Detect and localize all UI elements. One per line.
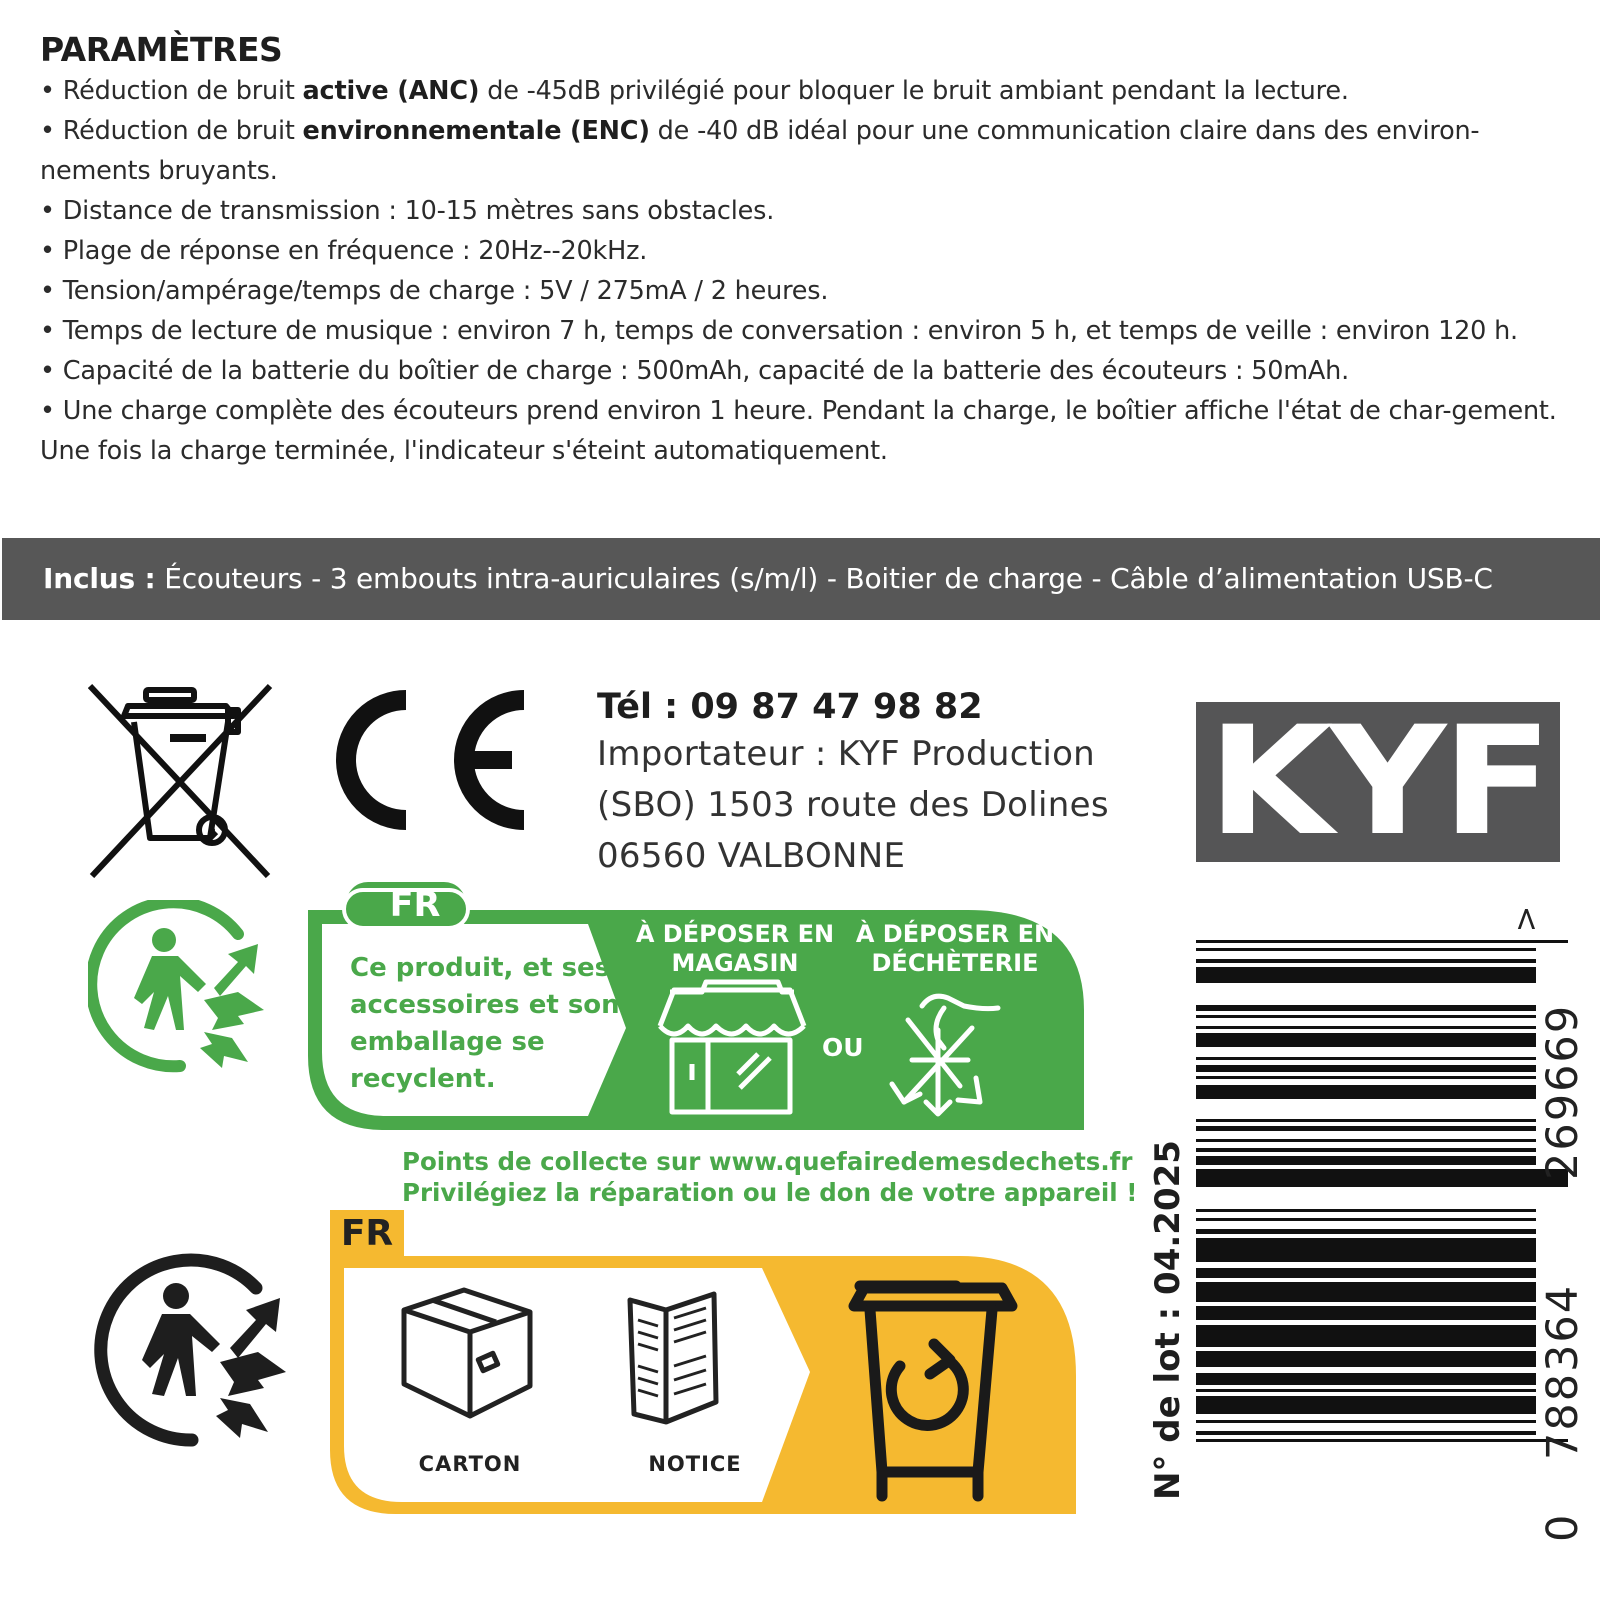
barcode-bar — [1196, 1282, 1536, 1302]
green-option-store: À DÉPOSER EN MAGASIN — [635, 920, 835, 977]
lot-number: N° de lot : 04.2025 — [1148, 1140, 1188, 1500]
barcode-bar — [1196, 1005, 1536, 1011]
barcode-bar — [1196, 940, 1568, 943]
yellow-item-notice: NOTICE — [648, 1452, 742, 1476]
barcode-bar — [1196, 1169, 1568, 1187]
param-item: • Plage de réponse en fréquence : 20Hz--20kHz. — [40, 231, 1570, 271]
param-item: • Réduction de bruit active (ANC) de -45dB privilégié pour bloquer le bruit ambiant pendant la lecture. — [40, 71, 1570, 111]
barcode-digit-first: 0 — [1538, 1512, 1588, 1542]
parameters-title: PARAMÈTRES — [40, 30, 283, 69]
param-item: • Réduction de bruit environnementale (ENC) de -40 dB idéal pour une communication claire dans des environ-nements bruyants. — [40, 111, 1570, 191]
kyf-logo: KYF — [1196, 702, 1560, 862]
importer-info — [597, 685, 1109, 882]
barcode-bar — [1196, 1306, 1536, 1320]
ce-mark-icon — [334, 690, 532, 830]
barcode-bar — [1196, 1439, 1568, 1442]
barcode-bar — [1196, 1218, 1536, 1221]
barcode-bar — [1196, 1126, 1536, 1131]
triman-black-icon — [92, 1252, 302, 1452]
barcode-bar — [1196, 1156, 1536, 1165]
green-footer-line2: Privilégiez la réparation ou le don de votre appareil ! — [402, 1178, 1138, 1207]
included-label: Inclus : — [43, 562, 156, 595]
yellow-item-carton: CARTON — [418, 1452, 522, 1476]
barcode-bar — [1196, 1420, 1536, 1423]
green-footer-line1: Points de collecte sur www.quefairedemesdechets.fr — [402, 1147, 1133, 1176]
barcode-bar — [1196, 1026, 1536, 1029]
green-or: OU — [822, 1033, 864, 1062]
barcode-digits-group2: 788364 — [1538, 1283, 1588, 1460]
parameters-section — [40, 30, 1570, 471]
barcode-bar — [1196, 1396, 1536, 1414]
phone-number: Tél : 09 87 47 98 82 — [597, 687, 983, 727]
green-option-dechetterie: À DÉPOSER EN DÉCHÈTERIE — [855, 920, 1055, 977]
barcode-bar — [1196, 1351, 1536, 1367]
param-item: • Distance de transmission : 10-15 mètres sans obstacles. — [40, 191, 1570, 231]
barcode-bar — [1196, 1373, 1536, 1385]
barcode-bar — [1196, 1057, 1536, 1060]
barcode-bar — [1196, 1119, 1536, 1122]
barcode-bar — [1196, 1325, 1536, 1347]
barcode-digits-group3: 269669 — [1538, 1003, 1588, 1180]
importer-address: (SBO) 1503 route des Dolines — [597, 785, 1109, 825]
included-band — [2, 538, 1600, 620]
barcode-bar — [1196, 1389, 1536, 1392]
barcode-bar — [1196, 1148, 1536, 1152]
yellow-fr-badge: FR — [340, 1213, 394, 1254]
importer-city: 06560 VALBONNE — [597, 836, 906, 876]
barcode-bar — [1196, 948, 1536, 951]
barcode — [1196, 940, 1570, 1510]
barcode-bar — [1196, 1238, 1536, 1262]
barcode-bar — [1196, 1015, 1536, 1018]
barcode-bar — [1196, 1229, 1536, 1234]
barcode-bar — [1196, 1085, 1536, 1099]
barcode-bar — [1196, 1033, 1536, 1047]
crossed-bin-icon — [88, 682, 274, 878]
barcode-bar — [1196, 1209, 1536, 1212]
barcode-bar — [1196, 1268, 1536, 1278]
barcode-bar — [1196, 1065, 1536, 1072]
triman-green-icon — [88, 900, 278, 1080]
param-item: • Temps de lecture de musique : environ 7 h, temps de conversation : environ 5 h, et temps de veille : environ 120 h. — [40, 311, 1570, 351]
green-fr-badge: FR — [389, 885, 441, 925]
included-text: Écouteurs - 3 embouts intra-auriculaires (s/m/l) - Boitier de charge - Câble d’alimentation USB-C — [155, 562, 1493, 595]
barcode-bar — [1196, 967, 1536, 983]
barcode-arrow: > — [1506, 905, 1545, 933]
barcode-bar — [1196, 1431, 1536, 1435]
parameters-list — [40, 71, 1570, 471]
green-recycle-text: Ce produit, et ses accessoires et son emballage se recyclent. — [350, 953, 620, 1094]
importer-line: Importateur : KYF Production — [597, 734, 1096, 774]
param-item: • Capacité de la batterie du boîtier de charge : 500mAh, capacité de la batterie des écouteurs : 50mAh. — [40, 351, 1570, 391]
barcode-bar — [1196, 959, 1536, 963]
green-footer — [402, 1146, 1137, 1208]
param-item: • Une charge complète des écouteurs prend environ 1 heure. Pendant la charge, le boîtier affiche l'état de char-gement. Une fois la charge terminée, l'indicateur s'éteint automatiquement. — [40, 391, 1570, 471]
barcode-bar — [1196, 1076, 1536, 1079]
param-item: • Tension/ampérage/temps de charge : 5V / 275mA / 2 heures. — [40, 271, 1570, 311]
barcode-bar — [1196, 1139, 1536, 1142]
